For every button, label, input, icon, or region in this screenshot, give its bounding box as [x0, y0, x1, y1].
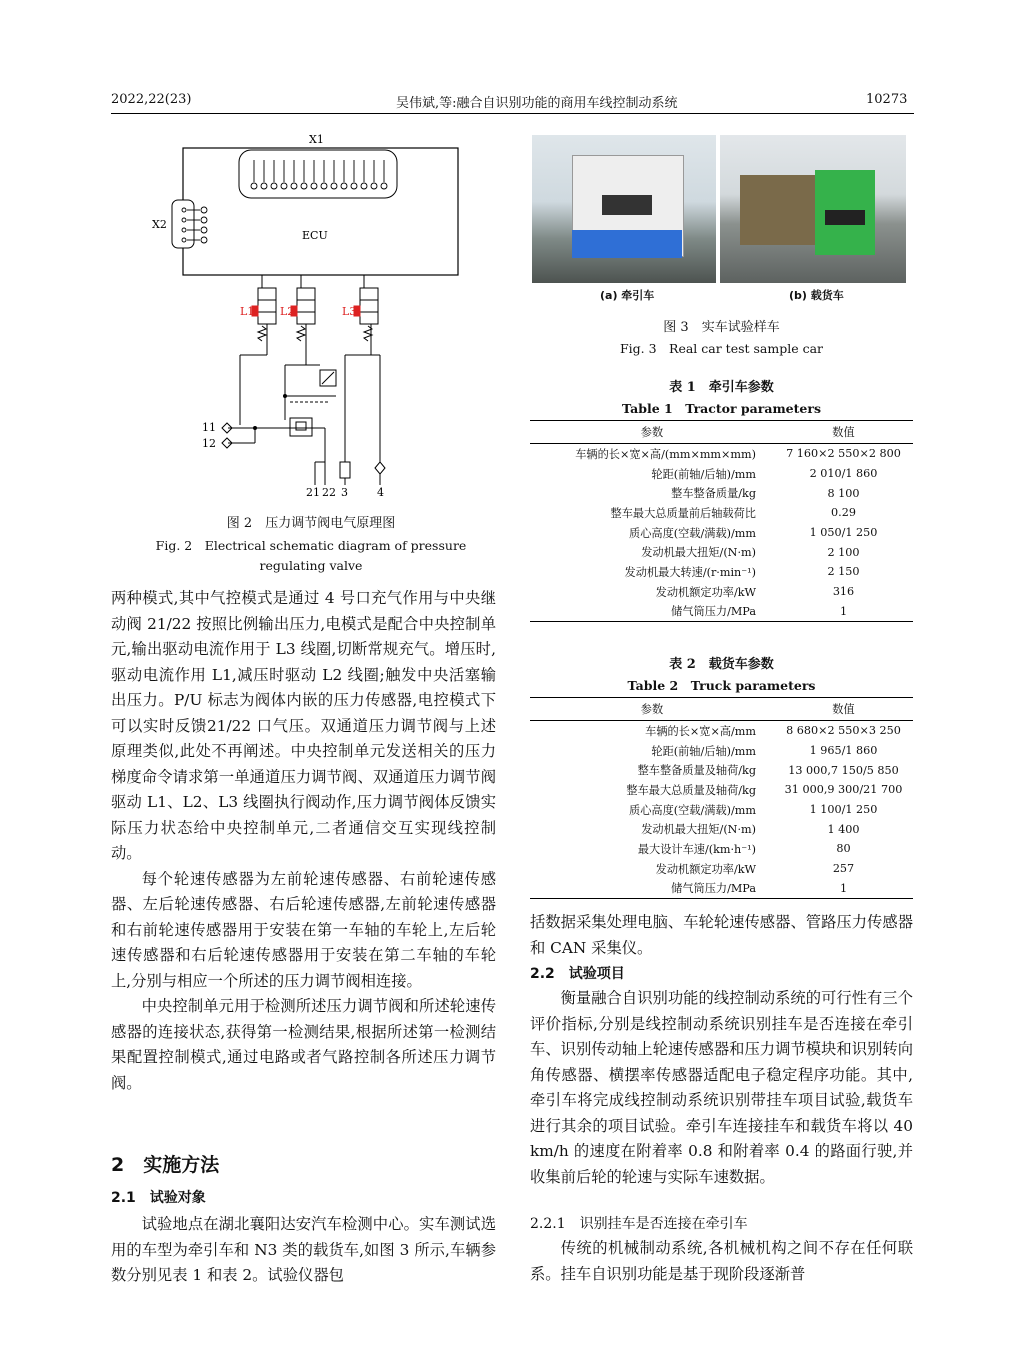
- subsection-heading-2-2: 2.2 试验项目: [530, 966, 625, 982]
- table-cell: 整车最大总质量前后轴载荷比: [610, 506, 756, 520]
- label-port-12: 12: [202, 437, 216, 450]
- table-row: [530, 839, 913, 859]
- table-row: [530, 503, 913, 523]
- figure3-caption-zh: 图 3 实车试验样车: [663, 320, 780, 335]
- subsection-heading-2-1: 2.1 试验对象: [111, 1190, 206, 1206]
- connector-pin-head: [291, 183, 297, 189]
- connector-pin-head: [251, 183, 257, 189]
- connector-pin-head: [381, 183, 387, 189]
- table-cell: 316: [832, 585, 855, 599]
- table1-title-en: Table 1 Tractor parameters: [622, 401, 821, 416]
- x1-pins: [251, 160, 387, 189]
- table-cell: 质心高度(空载/满载)/mm: [629, 526, 756, 540]
- table-cell: 轮距(前轴/后轴)/mm: [651, 467, 756, 481]
- paragraph: 中央控制单元用于检测所述压力调节阀和所述轮速传感器的连接状态,获得第一检测结果,根据所述第一检测结果配置控制模式,通过电路或者气路控制各所述压力调节阀。: [111, 997, 496, 1092]
- figure3-sub-b: (b) 载货车: [789, 289, 844, 302]
- table-cell: 发动机最大转速/(r·min⁻¹): [624, 565, 756, 579]
- paragraph: 括数据采集处理电脑、车轮轮速传感器、管路压力传感器和 CAN 采集仪。: [530, 913, 913, 957]
- connector-pin-head: [281, 183, 287, 189]
- table-cell: 储气筒压力/MPa: [530, 602, 774, 622]
- table-cell: 发动机额定功率/kW: [655, 862, 756, 876]
- table-cell: 车辆的长×宽×高/(mm×mm×mm): [575, 447, 756, 461]
- label-ecu: ECU: [302, 229, 328, 242]
- connector-pin-head: [351, 183, 357, 189]
- tractor-bumper: [572, 230, 682, 258]
- connector-pin-head: [301, 183, 307, 189]
- table-cell: 13 000,7 150/5 850: [788, 763, 899, 777]
- figure3-caption-en: Fig. 3 Real car test sample car: [619, 341, 824, 356]
- label-l1: L1: [240, 305, 255, 318]
- tractor-photo: [532, 135, 716, 283]
- table-row: [530, 562, 913, 582]
- column-header: 参数: [530, 421, 774, 444]
- table-row: [530, 800, 913, 820]
- column-header: 参数: [530, 698, 774, 721]
- table-row: [530, 780, 913, 800]
- table-cell: 轮距(前轴/后轴)/mm: [651, 744, 756, 758]
- label-l2: L2: [280, 305, 295, 318]
- table-cell: 1: [774, 602, 913, 622]
- table-cell: 储气筒压力/MPa: [530, 879, 774, 899]
- figure3-sub-a: (a) 牵引车: [600, 289, 655, 302]
- paragraph: 试验地点在湖北襄阳达安汽车检测中心。实车测试选用的车型为牵引车和 N3 类的载货车,如图 3 所示,车辆参数分别见表 1 和表 2。试验仪器包: [111, 1215, 496, 1284]
- table-cell: 质心高度(空载/满载)/mm: [629, 803, 756, 817]
- connector-pin-head: [311, 183, 317, 189]
- paragraph: 每个轮速传感器为左前轮速传感器、右前轮速传感器、左后轮速传感器、右后轮速传感器,左前轮速传感器和右前轮速传感器用于安装在第一车轴的车轮上,左后轮速传感器和右后轮速传感器用于安装在第二车轴的车轮上,分别与相应一个所述的压力调节阀相连接。: [111, 869, 496, 990]
- connector-pin-head: [341, 183, 347, 189]
- label-port-22: 22: [322, 486, 336, 499]
- label-l3: L3: [342, 305, 357, 318]
- table-cell: 31 000,9 300/21 700: [784, 783, 903, 797]
- label-x1: X1: [309, 133, 324, 146]
- table-cell: 2 100: [827, 545, 860, 559]
- table-row: [530, 523, 913, 543]
- label-port-4: 4: [377, 486, 384, 499]
- table-row: [530, 602, 913, 622]
- figure2-caption-en-line2: regulating valve: [259, 558, 363, 573]
- connector-pin-head: [331, 183, 337, 189]
- table-cell: 257: [832, 862, 855, 876]
- table-row: [530, 464, 913, 484]
- table-cell: 1 965/1 860: [809, 744, 878, 758]
- label-port-11: 11: [202, 421, 216, 434]
- table-row: [530, 859, 913, 879]
- table-cell: 7 160×2 550×2 800: [786, 447, 901, 461]
- table-row: [530, 760, 913, 780]
- table-cell: 发动机最大扭矩/(N·m): [641, 823, 756, 837]
- truck-grille: [825, 210, 865, 225]
- table-cell: 发动机最大扭矩/(N·m): [641, 546, 756, 560]
- table-row: [530, 721, 913, 741]
- table-cell: 2 010/1 860: [809, 467, 878, 481]
- paragraph: 传统的机械制动系统,各机械机构之间不存在任何联系。挂车自识别功能是基于现阶段逐渐普: [530, 1239, 913, 1283]
- truck-parameters-table: [530, 697, 913, 899]
- header-rule: [111, 113, 914, 114]
- table2-title-zh: 表 2 载货车参数: [669, 657, 774, 672]
- table-cell: 整车最大总质量及轴荷/kg: [626, 783, 756, 797]
- connector-pin-head: [321, 183, 327, 189]
- table-row: [530, 582, 913, 602]
- tractor-parameters-table: [530, 420, 913, 622]
- header-title: 吴伟斌,等:融合自识别功能的商用车线控制动系统: [396, 96, 678, 111]
- table-cell: 8 680×2 550×3 250: [786, 724, 901, 738]
- connector-pin-head: [261, 183, 267, 189]
- table-cell: 车辆的长×宽×高/mm: [645, 724, 756, 738]
- figure2-caption-en-line1: Fig. 2 Electrical schematic diagram of pressure: [155, 538, 467, 553]
- table-cell: 1: [774, 879, 913, 899]
- left-column-text: [111, 586, 496, 1096]
- section-heading-2: 2 实施方法: [111, 1154, 220, 1176]
- tractor-grille: [602, 195, 652, 215]
- connector-pin-head: [361, 183, 367, 189]
- table-row: [530, 444, 913, 464]
- label-x2: X2: [152, 218, 167, 231]
- header-page-number: 10273: [866, 92, 908, 107]
- table-row: [530, 879, 913, 899]
- table1-title-zh: 表 1 牵引车参数: [669, 380, 774, 395]
- paragraph: 两种模式,其中气控模式是通过 4 号口充气作用与中央继动阀 21/22 按照比例输出压力,电模式是配合中央控制单元,输出驱动电流作用于 L3 线圈,切断常规充气。增压时,驱动电流作用 L1,减压时驱动 L2 线圈;触发中央活塞输出压力。P/U 标志为阀体内嵌的压力传感器,电控模式下可以实时反馈21/22 口气压。双通道压力调节阀与上述原理类似,此处不再阐述。中央控制单元发送相关的压力梯度命令请求第一单通道压力调节阀、双通道压力调节阀驱动 L1、L2、L3 线圈执行阀动作,压力调节阀体反馈实际压力状态给中央控制单元,二者通信交互实现线控制动。: [111, 589, 496, 862]
- subsubsection-heading-2-2-1: 2.2.1 识别挂车是否连接在牵引车: [530, 1216, 748, 1232]
- column-header: 数值: [774, 421, 913, 444]
- connector-pin-head: [371, 183, 377, 189]
- table-row: [530, 819, 913, 839]
- table-cell: 发动机额定功率/kW: [655, 585, 756, 599]
- table-cell: 2 150: [827, 565, 860, 579]
- table-cell: 整车整备质量/kg: [671, 487, 756, 501]
- truck-dump-body: [740, 175, 820, 245]
- table-cell: 0.29: [831, 506, 856, 520]
- table-cell: 整车整备质量及轴荷/kg: [637, 764, 756, 778]
- table-row: [530, 483, 913, 503]
- table2-title-en: Table 2 Truck parameters: [627, 678, 816, 693]
- header-volume: 2022,22(23): [111, 92, 192, 107]
- table-cell: 1 100/1 250: [809, 803, 878, 817]
- column-header: 数值: [774, 698, 913, 721]
- table-cell: 最大设计车速/(km·h⁻¹): [637, 842, 756, 856]
- table-row: [530, 542, 913, 562]
- table-cell: 80: [836, 842, 851, 856]
- table-row: [530, 741, 913, 761]
- truck-photo: [720, 135, 906, 283]
- paragraph: 衡量融合自识别功能的线控制动系统的可行性有三个评价指标,分别是线控制动系统识别挂车是否连接在牵引车、识别传动轴上轮速传感器和压力调节模块和识别转向角传感器、横摆率传感器适配电子稳定程序功能。其中,牵引车将完成线控制动系统识别带挂车项目试验,载货车进行其余的项目试验。牵引车连接挂车和载货车将以 40 km/h 的速度在附着率 0.8 和附着率 0.4 的路面行驶,并收集前后轮的轮速与实际车速数据。: [530, 989, 913, 1186]
- pressure-valve-schematic: [140, 128, 470, 503]
- table-cell: 8 100: [827, 486, 860, 500]
- connector-pin-head: [271, 183, 277, 189]
- label-port-21: 21: [306, 486, 320, 499]
- figure2-caption-zh: 图 2 压力调节阀电气原理图: [226, 516, 396, 531]
- label-port-3: 3: [341, 486, 348, 499]
- table-cell: 1 400: [827, 822, 860, 836]
- table-cell: 1 050/1 250: [809, 526, 878, 540]
